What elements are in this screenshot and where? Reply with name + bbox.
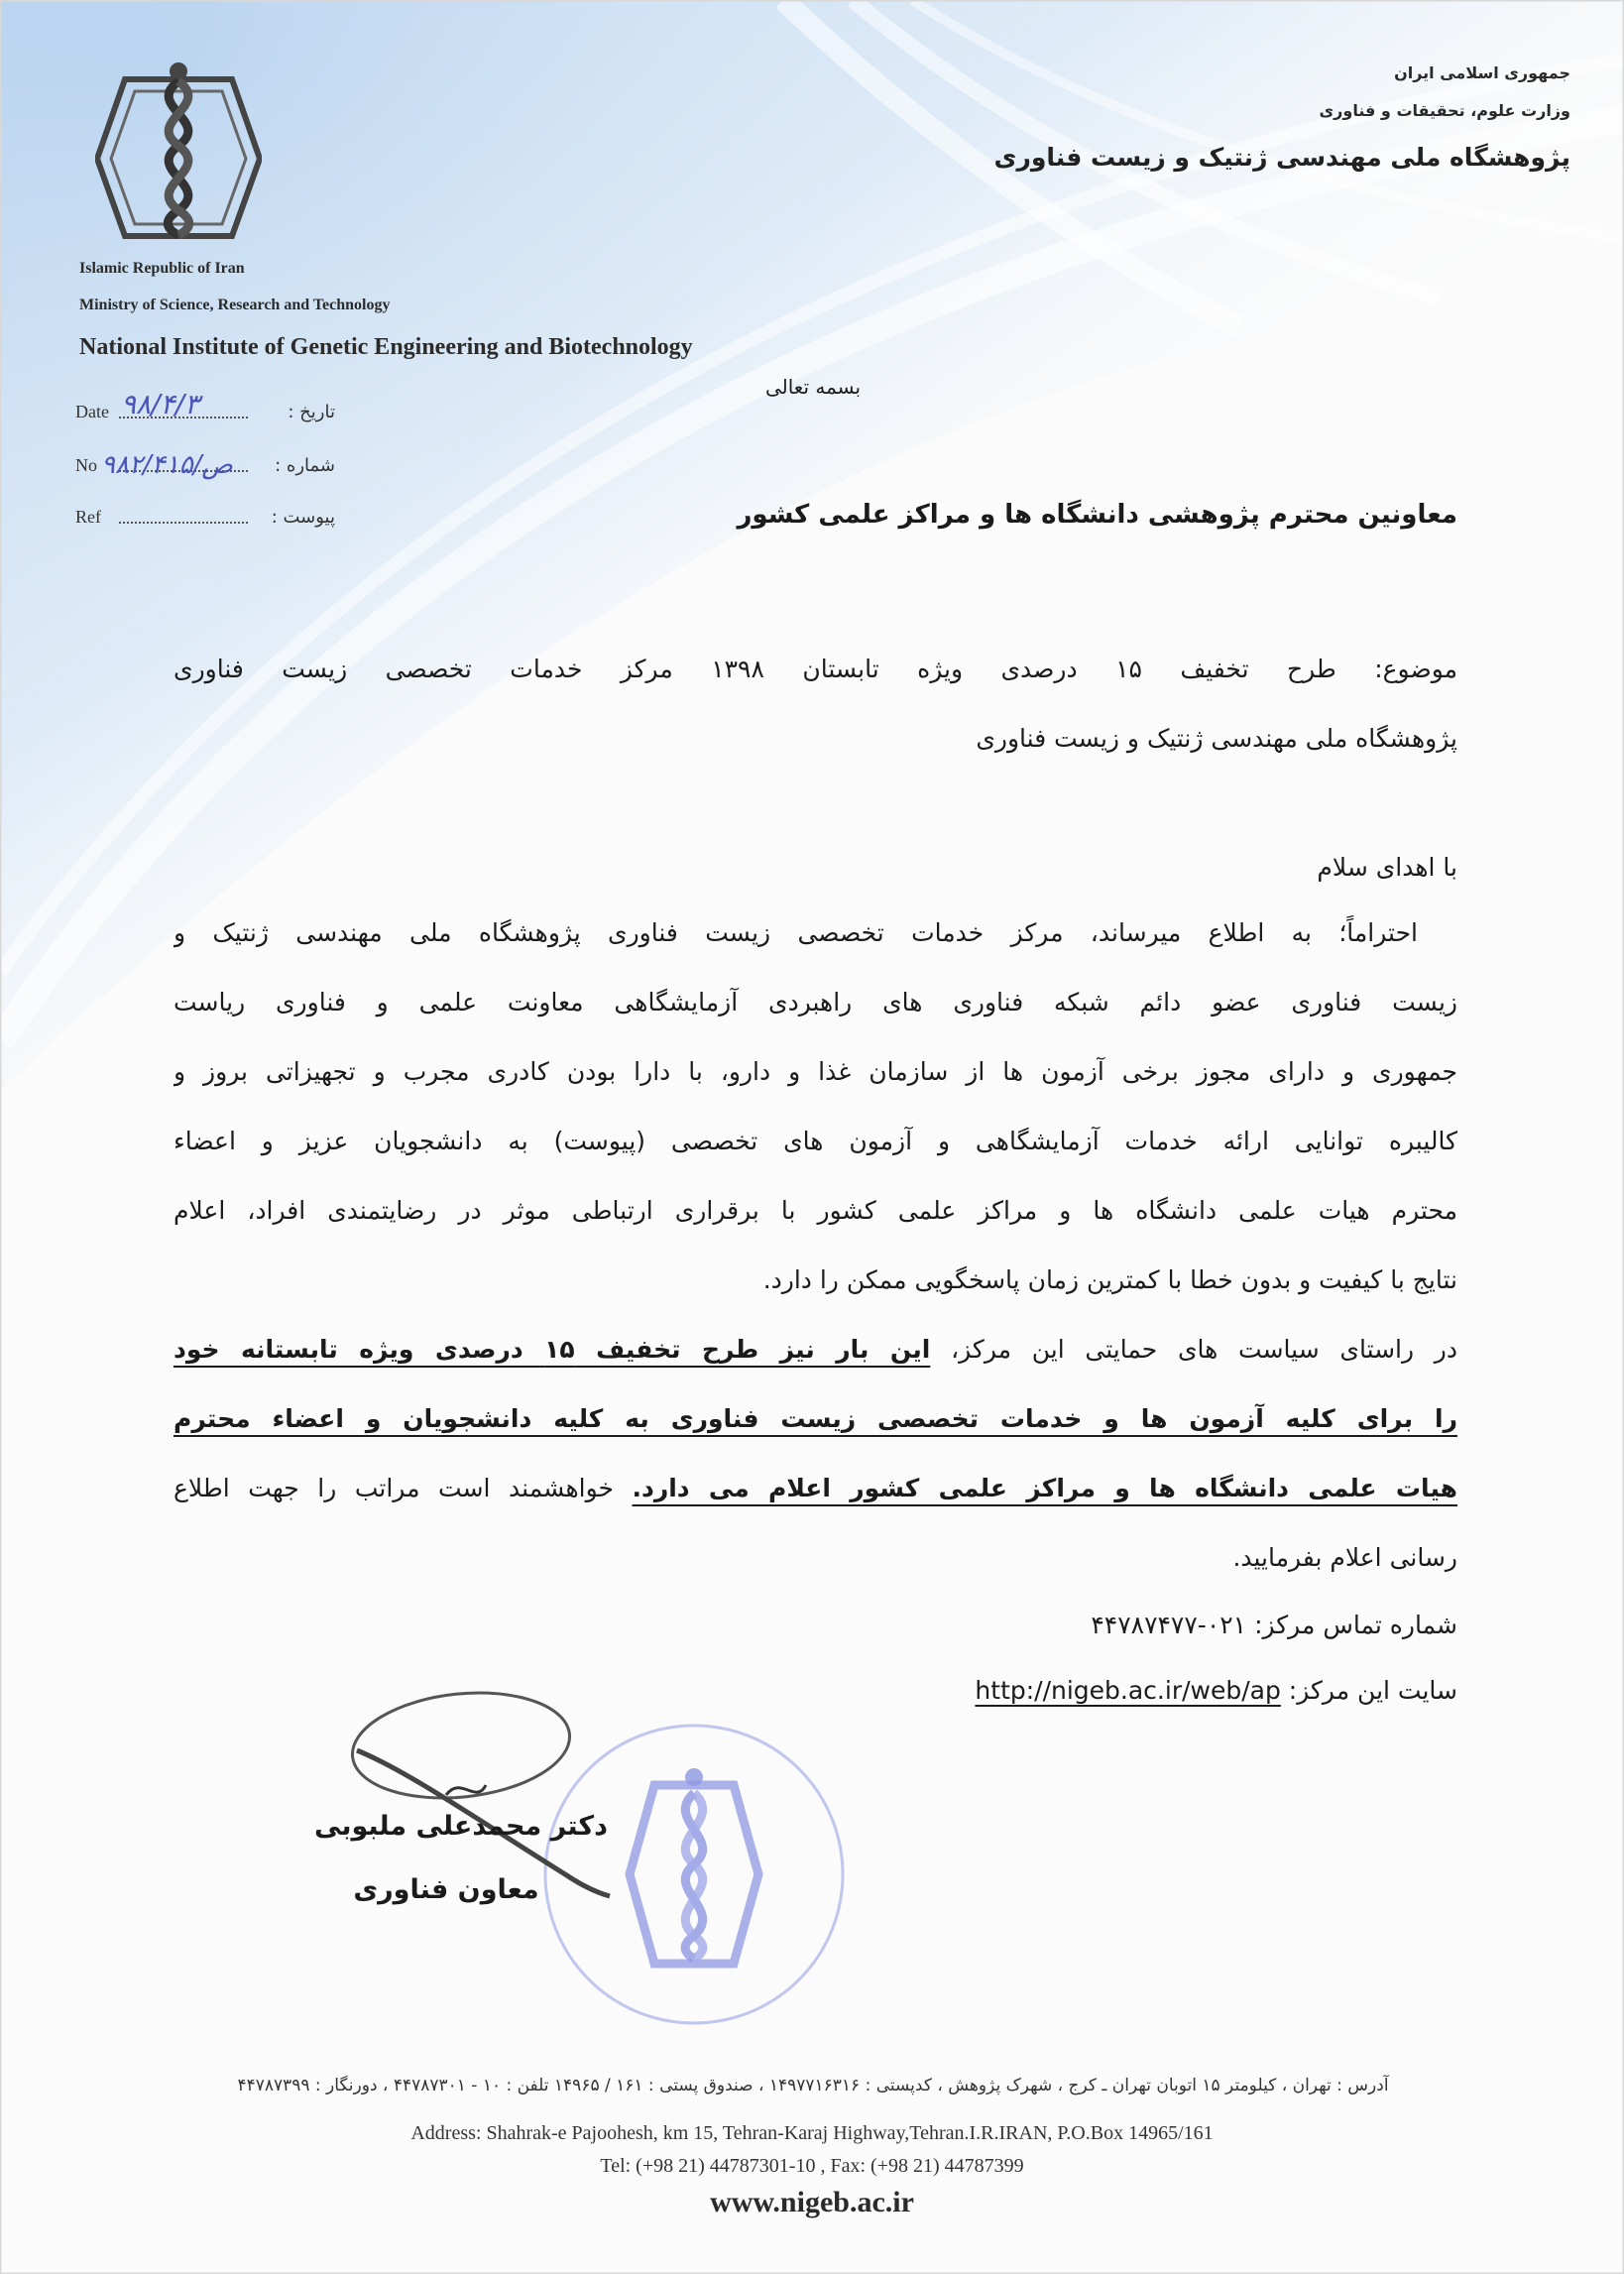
nigeb-logo-icon bbox=[95, 61, 262, 240]
p2-line3-bold: هیات علمی دانشگاه ها و مراکز علمی کشور اعلام می دارد. bbox=[632, 1474, 1457, 1502]
site-link[interactable]: http://nigeb.ac.ir/web/ap bbox=[975, 1676, 1281, 1705]
phone-label: شماره تماس مرکز: bbox=[1254, 1611, 1457, 1639]
number-label-en: No bbox=[75, 455, 97, 475]
body-line: جمهوری و دارای مجوز برخی آزمون ها از سازمان غذا و دارو، با دارا بودن کادری مجرب و تجهیزاتی بروز و bbox=[174, 1057, 1457, 1086]
body-line: احتراماً؛ به اطلاع میرساند، مرکز خدمات تخصصی زیست فناوری پژوهشگاه ملی مهندسی ژنتیک و bbox=[174, 918, 1418, 947]
p2-line3-plain: خواهشمند است مراتب را جهت اطلاع bbox=[174, 1474, 614, 1502]
p2-line-3 bbox=[174, 1454, 1457, 1523]
footer-tel-en: Tel: (+98 21) 44787301-10 , Fax: (+98 21) 44787399 bbox=[600, 2155, 1024, 2177]
addressee: معاونین محترم پژوهشی دانشگاه ها و مراکز علمی کشور bbox=[737, 500, 1457, 530]
number-field bbox=[75, 448, 335, 478]
ref-label-fa: پیوست : bbox=[271, 507, 335, 528]
ref-label-en: Ref bbox=[75, 507, 101, 527]
date-field bbox=[75, 388, 335, 424]
subject-line-1: موضوع: طرح تخفیف ۱۵ درصدی ویژه تابستان ۱۳۹۸ مرکز خدمات تخصصی زیست فناوری bbox=[174, 655, 1457, 683]
signatory-title: معاون فناوری bbox=[353, 1874, 539, 1905]
p2-line-2: را برای کلیه آزمون ها و خدمات تخصصی زیست فناوری به کلیه دانشجویان و اعضاء محترم bbox=[174, 1404, 1457, 1433]
number-label-fa: شماره : bbox=[275, 455, 335, 476]
subject bbox=[174, 635, 1457, 774]
date-label-en: Date bbox=[75, 402, 109, 421]
footer-address-fa: آدرس : تهران ، کیلومتر ۱۵ اتوبان تهران ـ کرج ، شهرک پژوهش ، کدپستی : ۱۴۹۷۷۱۶۳۱۶ ، صندوق پستی : ۱۶۱ / ۱۴۹۶۵ تلفن : ۱۰ - ۴۴۷۸۷۳۰۱ ، دورنگار : ۴۴۷۸۷۳۹۹ bbox=[237, 2076, 1389, 2095]
p2-line1-plain: در راستای سیاست های حمایتی این مرکز، bbox=[951, 1335, 1457, 1364]
date-label-fa: تاریخ : bbox=[288, 402, 335, 422]
signatory-name: دکتر محمدعلی ملبوبی bbox=[314, 1811, 608, 1842]
body-line: نتایج با کیفیت و بدون خطا با کمترین زمان پاسخگویی ممکن را دارد. bbox=[762, 1265, 1457, 1294]
phone-value: ۰۲۱-۴۴۷۸۷۴۷۷ bbox=[1091, 1611, 1247, 1639]
body-paragraph-2 bbox=[174, 1315, 1457, 1593]
body-line: محترم هیات علمی دانشگاه ها و مراکز علمی کشور با برقراری ارتباطی موثر در رضایتمندی افراد، اعلام bbox=[174, 1196, 1457, 1225]
header-ministry-en: Ministry of Science, Research and Technology bbox=[79, 297, 391, 313]
footer-website[interactable]: www.nigeb.ac.ir bbox=[710, 2186, 914, 2218]
greeting bbox=[174, 833, 1457, 902]
body-line: کالیبره توانایی ارائه خدمات آزمایشگاهی و آزمون های تخصصی (پیوست) به دانشجویان عزیز و اعضاء bbox=[174, 1127, 1457, 1155]
ref-field bbox=[75, 500, 335, 530]
site-label: سایت این مرکز: bbox=[1288, 1676, 1457, 1705]
header-country-en: Islamic Republic of Iran bbox=[79, 260, 245, 277]
phone-line bbox=[1091, 1611, 1457, 1639]
p2-line-1 bbox=[174, 1315, 1457, 1384]
basmala: بسمه تعالی bbox=[764, 375, 862, 399]
header-ministry-fa: وزارت علوم، تحقیقات و فناوری bbox=[1319, 101, 1570, 120]
header-country-fa: جمهوری اسلامی ایران bbox=[1394, 63, 1570, 82]
handwritten-signature bbox=[337, 1676, 635, 1904]
header-institute-fa: پژوهشگاه ملی مهندسی ژنتیک و زیست فناوری bbox=[993, 143, 1570, 172]
body-paragraph-1 bbox=[174, 898, 1457, 1315]
body-line: زیست فناوری عضو دائم شبکه فناوری های راهبردی آزمایشگاهی معاونت علمی و فناوری ریاست bbox=[174, 988, 1457, 1017]
p2-line1-bold: این بار نیز طرح تخفیف ۱۵ درصدی ویژه تابستانه خود bbox=[174, 1335, 931, 1364]
number-handwritten-value: ۹۸ص/۲/۴۱۵ bbox=[101, 450, 233, 480]
p2-line-4: رسانی اعلام بفرمایید. bbox=[1232, 1543, 1457, 1572]
header-institute-en: National Institute of Genetic Engineering and Biotechnology bbox=[79, 334, 693, 360]
subject-line-2: پژوهشگاه ملی مهندسی ژنتیک و زیست فناوری bbox=[976, 724, 1457, 753]
site-line bbox=[975, 1676, 1457, 1705]
footer-address-en: Address: Shahrak-e Pajoohesh, km 15, Tehran-Karaj Highway,Tehran.I.R.IRAN, P.O.Box 14965/161 bbox=[410, 2122, 1214, 2144]
greeting-text: با اهدای سلام bbox=[1317, 853, 1457, 882]
date-handwritten-value: ۹۸/۴/۳ bbox=[121, 388, 200, 420]
